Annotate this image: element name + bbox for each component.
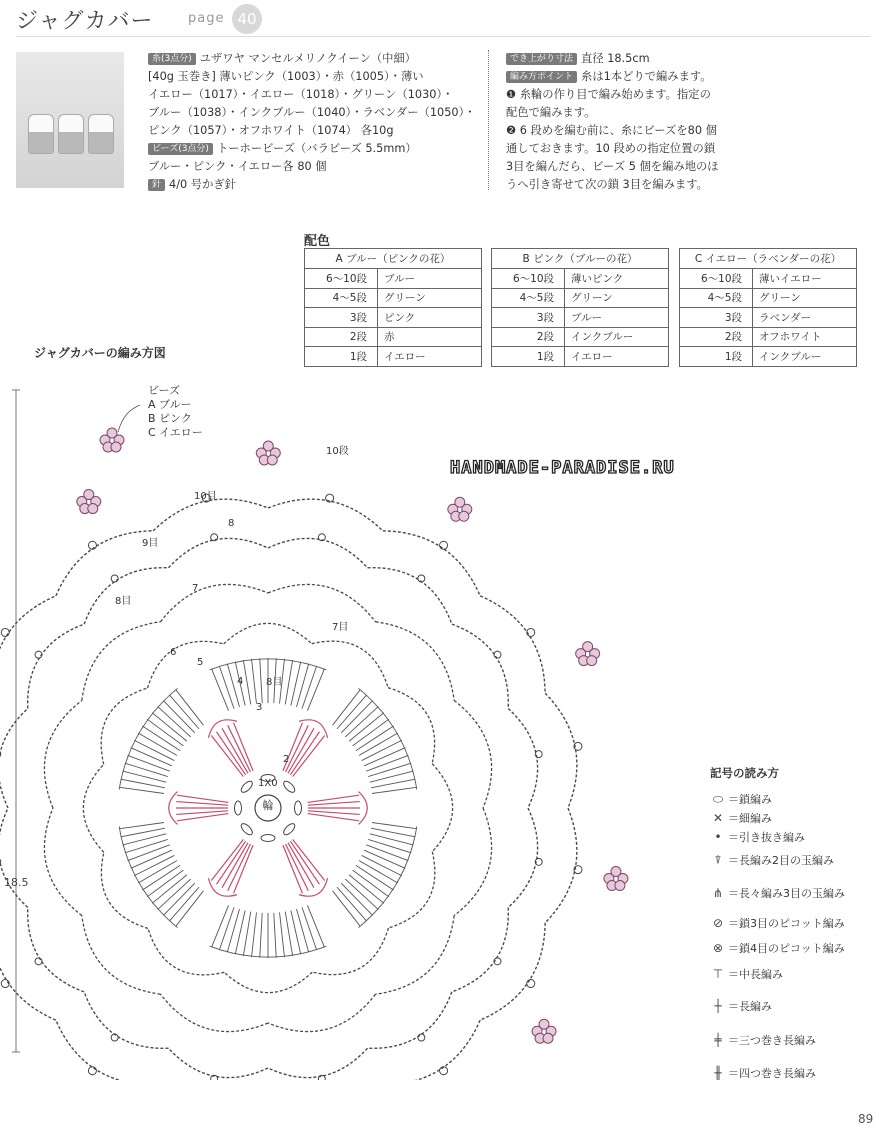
fan-stroke [125,839,168,852]
page-number-badge: 40 [232,4,262,34]
row-label: 9目 [142,538,159,549]
fan-stroke [368,839,411,852]
legend-text: ＝四つ巻き長編み [728,1067,816,1080]
fan-stroke [297,664,309,707]
table-row [305,288,482,308]
hook-line: 4/0 号かぎ針 [169,178,236,191]
fan-stroke [372,787,417,793]
fan-stroke [219,907,234,950]
table-row [492,288,669,308]
picot-mark [88,1067,96,1075]
petal-stroke [177,795,228,802]
points-tag: 編み方ポイント [506,71,577,83]
tr3-cluster-icon: ⋔ [712,886,724,900]
scallop-arc [508,808,537,907]
fan-stroke [128,845,170,861]
row-label: 6〜10段 [680,269,753,289]
row-color: 赤 [378,327,482,347]
chain-loop [82,622,161,701]
petal-stroke [176,802,228,806]
fan-stroke [212,905,229,947]
picot-mark [318,1075,325,1080]
petal-stroke [234,845,253,893]
row-color: インクブルー [565,327,669,347]
picot-mark [494,651,501,658]
petal-stroke [308,795,359,802]
petal-stroke [308,802,360,806]
row-label: 10目 [194,491,217,502]
point-line: 3目を編んだら、ビーズ 5 個を編み地のほ [506,160,719,173]
center-ring-label: 輪 [262,799,274,812]
fan-stroke [285,660,292,704]
size-tag: でき上がり寸法 [506,53,577,65]
scallop-arc [0,923,56,1020]
scallop-arc [268,499,383,531]
fan-stroke [285,912,292,956]
footer-page-number: 89 [858,1112,874,1126]
scallop-arc [508,709,537,808]
materials-block [148,50,483,194]
row-color: イエロー [565,347,669,367]
scallop-arc [480,596,545,693]
chain-loop [376,622,455,701]
chain-loop [312,641,388,687]
row-label: 1段 [680,347,753,367]
row-label: 1段 [305,347,378,367]
color-table-a [304,248,482,367]
scallop-arc [169,538,268,567]
page-title: ジャグカバー [16,9,154,34]
hook-tag: 針 [148,179,165,191]
chain-loop [454,701,491,809]
legend-text: ＝細編み [728,812,772,825]
row-color: オフホワイト [753,327,857,347]
row-color: 薄いピンク [565,269,669,289]
table-row [305,308,482,328]
bead [111,442,121,452]
scallop-arc [480,923,545,1020]
points-intro: 糸は1本どりで編みます。 [581,70,712,83]
scallop-arc [452,907,508,991]
triple-treble-icon: ╪ [714,1033,722,1047]
legend-text: ＝中長編み [728,968,783,981]
row-label: 8 [228,518,235,529]
fan-stroke [260,658,262,703]
fan-stroke [366,845,408,861]
chain-loop [268,584,376,621]
bead [615,881,625,891]
watermark: HANDMADE-PARADISE.RU [450,458,675,478]
fan-stroke [128,755,170,771]
row-color: ブルー [378,269,482,289]
petal-stroke [308,811,360,815]
legend-item [708,939,845,957]
fan-stroke [243,912,250,956]
picot-mark [527,980,535,988]
row-label: 1段 [492,347,565,367]
scallop-arc [28,907,84,991]
row-label: 6〜10段 [492,269,565,289]
bead [267,455,277,465]
bead [88,504,98,514]
petal-stroke [283,845,302,893]
fan-stroke [280,912,285,957]
fan-stroke [302,907,317,950]
legend-item [708,965,783,983]
legend-item [708,997,772,1015]
chain-loop [376,916,455,995]
fan-stroke [119,787,164,793]
petal-stroke [176,811,228,815]
row-label: 2段 [492,327,565,347]
row-color: グリーン [753,288,857,308]
picot-mark [35,958,42,965]
row-color: インクブルー [753,347,857,367]
yarn-line: [40g 玉巻き] 薄いピンク（1003）・赤（1005）・薄い [148,70,424,83]
legend-text: ＝鎖編み [728,793,772,806]
fan-stroke [235,910,245,954]
legend-item [708,1031,816,1049]
fan-stroke [291,662,301,706]
scallop-arc [545,693,577,808]
row-color: ラベンダー [753,308,857,328]
chain-loop [44,808,81,916]
scallop-arc [383,1020,480,1080]
color-table-c [679,248,857,367]
bead-a-label: A ブルー [148,398,192,411]
legend-text: ＝長々編み3目の玉編み [728,887,845,900]
row-label: 3段 [492,308,565,328]
chain-stitch-icon: ⬭ [712,791,724,806]
picot-mark [111,575,118,582]
picot-mark [211,534,218,541]
fan-stroke [366,755,408,771]
legend-text: ＝鎖3目のピコット編み [728,917,845,930]
chain-loop [148,641,224,688]
legend-item [708,851,834,869]
fan-stroke [372,823,417,829]
petal-stroke [177,814,228,821]
bead-legend [148,384,203,440]
point-line: 配色で編みます。 [506,106,596,119]
beads-tag: ビーズ(3点分) [148,143,213,155]
fan-stroke [307,669,324,711]
petal-stroke [234,723,253,771]
fan-stroke [131,748,172,766]
color-table-b [491,248,669,367]
stitch-marks [0,494,582,1080]
chain-loop [224,972,312,992]
picot3-icon: ⊘ [712,916,724,930]
point-line: ❷ 6 段めを編む前に、糸にビーズを80 個 [506,124,717,137]
row-color: ピンク [378,308,482,328]
quadruple-treble-icon: ╫ [714,1066,722,1080]
row-label: 10段 [326,446,349,457]
legend-item [708,914,845,932]
start-label: 1X0 [258,778,278,789]
point-line: 通しておきます。10 段めの指定位置の鎖 [506,142,716,155]
bead [543,1033,553,1043]
diagram-title: ジャグカバーの編み方図 [34,346,166,360]
fan-stroke [227,909,239,952]
yarn-line: イエロー（1017）・イエロー（1018）・グリーン（1030）・ [148,88,454,101]
beads-line: ブルー・ピンク・イエロー各 80 個 [148,160,327,173]
scallop-arc [28,624,84,708]
scallop-arc [268,538,367,567]
fan-stroke [302,666,317,709]
beads-line: トーホービーズ（バラビーズ 5.5mm） [216,142,417,155]
fan-stroke [119,823,164,829]
fan-stroke [368,763,411,776]
fan-stroke [219,666,234,709]
fan-stroke [260,913,262,958]
scallop-arc [0,808,28,907]
legend-text: ＝長編み2目の玉編み [728,854,834,867]
bead-c-label: C イエロー [148,426,203,439]
point-line: うへ引き寄せて次の鎖 3目を編みます。 [506,178,708,191]
legend-item [708,884,845,902]
row-label: 6 [170,647,177,658]
fan-stroke [274,913,276,958]
chain-oval [282,822,297,837]
fan-stroke [131,850,172,868]
dimension-label: 18.5 [4,876,29,889]
row-label: 4 [237,676,244,687]
scallop-arc [0,709,28,808]
fan-stroke [364,850,405,868]
fan-stroke [297,909,309,952]
table-row [680,308,857,328]
picot4-icon: ⊗ [712,941,724,955]
scallop-arc [56,531,153,596]
table-header: A ブルー（ピンクの花） [305,249,482,269]
chain-loop [101,688,147,764]
scallop-arc [383,531,480,596]
scallop-arc [153,499,268,531]
bead [459,511,469,521]
fan-stroke [125,763,168,776]
picot-mark [535,751,542,758]
row-label: 7 [192,583,199,594]
row-label: 7目 [332,622,349,633]
scallop-arc [0,596,56,693]
row-label: 4〜5段 [492,288,565,308]
picot-mark [418,1034,425,1041]
table-row [680,269,857,289]
product-photo [16,52,124,188]
chain-oval [282,779,297,794]
legend-text: ＝長編み [728,1000,772,1013]
legend-title: 記号の読み方 [710,766,779,780]
yarn-tag: 糸(3点分) [148,53,196,65]
table-row [305,347,482,367]
chain-loop [454,808,491,916]
chain-loop [224,623,312,643]
table-row [492,269,669,289]
legend-text: ＝引き抜き編み [728,831,805,844]
fan-stroke [252,659,257,704]
table-row [492,347,669,367]
table-row [680,327,857,347]
point-line: ❶ 糸輪の作り目で編み始めます。指定の [506,88,711,101]
chain-loop [268,994,376,1031]
color-scheme-title: 配色 [304,234,331,249]
row-label: 3 [256,702,263,713]
dc2-cluster-icon: ⍒ [714,852,722,867]
bead-label: ビーズ [148,384,181,397]
chain-oval [261,835,275,842]
bead [587,656,597,666]
scallop-arc [367,992,451,1048]
legend-item [708,1064,816,1082]
row-label: 5 [197,657,204,668]
fan-stroke [364,748,405,766]
table-header: C イエロー（ラベンダーの花） [680,249,857,269]
chain-oval [235,801,242,815]
row-label: 8目 [266,677,283,688]
row-color: イエロー [378,347,482,367]
chain-loop [148,928,224,974]
fan-stroke [307,905,324,947]
row-color: グリーン [378,288,482,308]
scallop-arc [268,1048,367,1077]
chain-loop [432,764,452,852]
fan-stroke [291,910,301,954]
row-label: 2段 [680,327,753,347]
crochet-diagram [0,380,700,1080]
scallop-arc [84,992,168,1048]
row-label: 4〜5段 [680,288,753,308]
table-header: B ピンク（ブルーの花） [492,249,669,269]
scallop-arc [545,808,577,923]
page-label: page [188,11,225,26]
table-row [305,269,482,289]
row-label: 3段 [680,308,753,328]
chain-loop [388,852,434,928]
double-crochet-icon: ┼ [714,999,722,1013]
table-row [492,308,669,328]
scallop-arc [452,624,508,708]
scallop-arc [56,1020,153,1080]
picot-mark [440,541,448,549]
chain-oval [295,801,302,815]
size-value: 直径 18.5cm [581,52,650,65]
chain-loop [312,928,388,975]
table-row [680,347,857,367]
instructions-block [506,50,776,194]
table-row [680,288,857,308]
legend-text: ＝鎖4目のピコット編み [728,942,845,955]
single-crochet-icon: ✕ [712,811,724,825]
legend-item [708,828,805,846]
chain-loop [83,764,103,852]
row-label: 2段 [305,327,378,347]
bead-pointer-line [118,405,140,432]
row-color: 薄いイエロー [753,269,857,289]
legend-item [708,809,772,827]
picot-mark [1,628,9,636]
fan-stroke [212,669,229,711]
row-label: 4〜5段 [305,288,378,308]
chain-loop [161,584,269,621]
row-label: 2 [283,754,290,765]
yarn-line: ユザワヤ マンセルメリノクイーン（中細） [199,52,417,65]
jar-image [58,114,84,154]
row-color: ブルー [565,308,669,328]
scallop-arc [169,1048,268,1077]
chain-loop [161,994,269,1031]
fan-stroke [252,912,257,957]
slip-stitch-icon: • [714,830,722,844]
half-double-crochet-icon: ⊤ [712,967,724,981]
chain-oval [239,779,254,794]
yarn-line: ピンク（1057）・オフホワイト（1074） 各10g [148,124,394,137]
table-row [305,327,482,347]
scallop-arc [367,568,451,624]
jar-image [88,114,114,154]
bead-b-label: B ピンク [148,412,192,425]
table-row [492,327,669,347]
chain-loop [82,916,161,995]
column-divider [488,50,489,190]
row-label: 6〜10段 [305,269,378,289]
row-label: 3段 [305,308,378,328]
chain-loop [44,701,81,809]
legend-text: ＝三つ巻き長編み [728,1034,816,1047]
row-color: グリーン [565,288,669,308]
fan-stroke [243,660,250,704]
yarn-line: ブルー（1038）・インクブルー（1040）・ラベンダー（1050）・ [148,106,476,119]
petal-stroke [308,814,359,821]
header-divider [16,36,870,37]
jar-image [28,114,54,154]
legend-item [708,790,772,808]
row-label: 8目 [115,596,132,607]
chain-oval [239,822,254,837]
